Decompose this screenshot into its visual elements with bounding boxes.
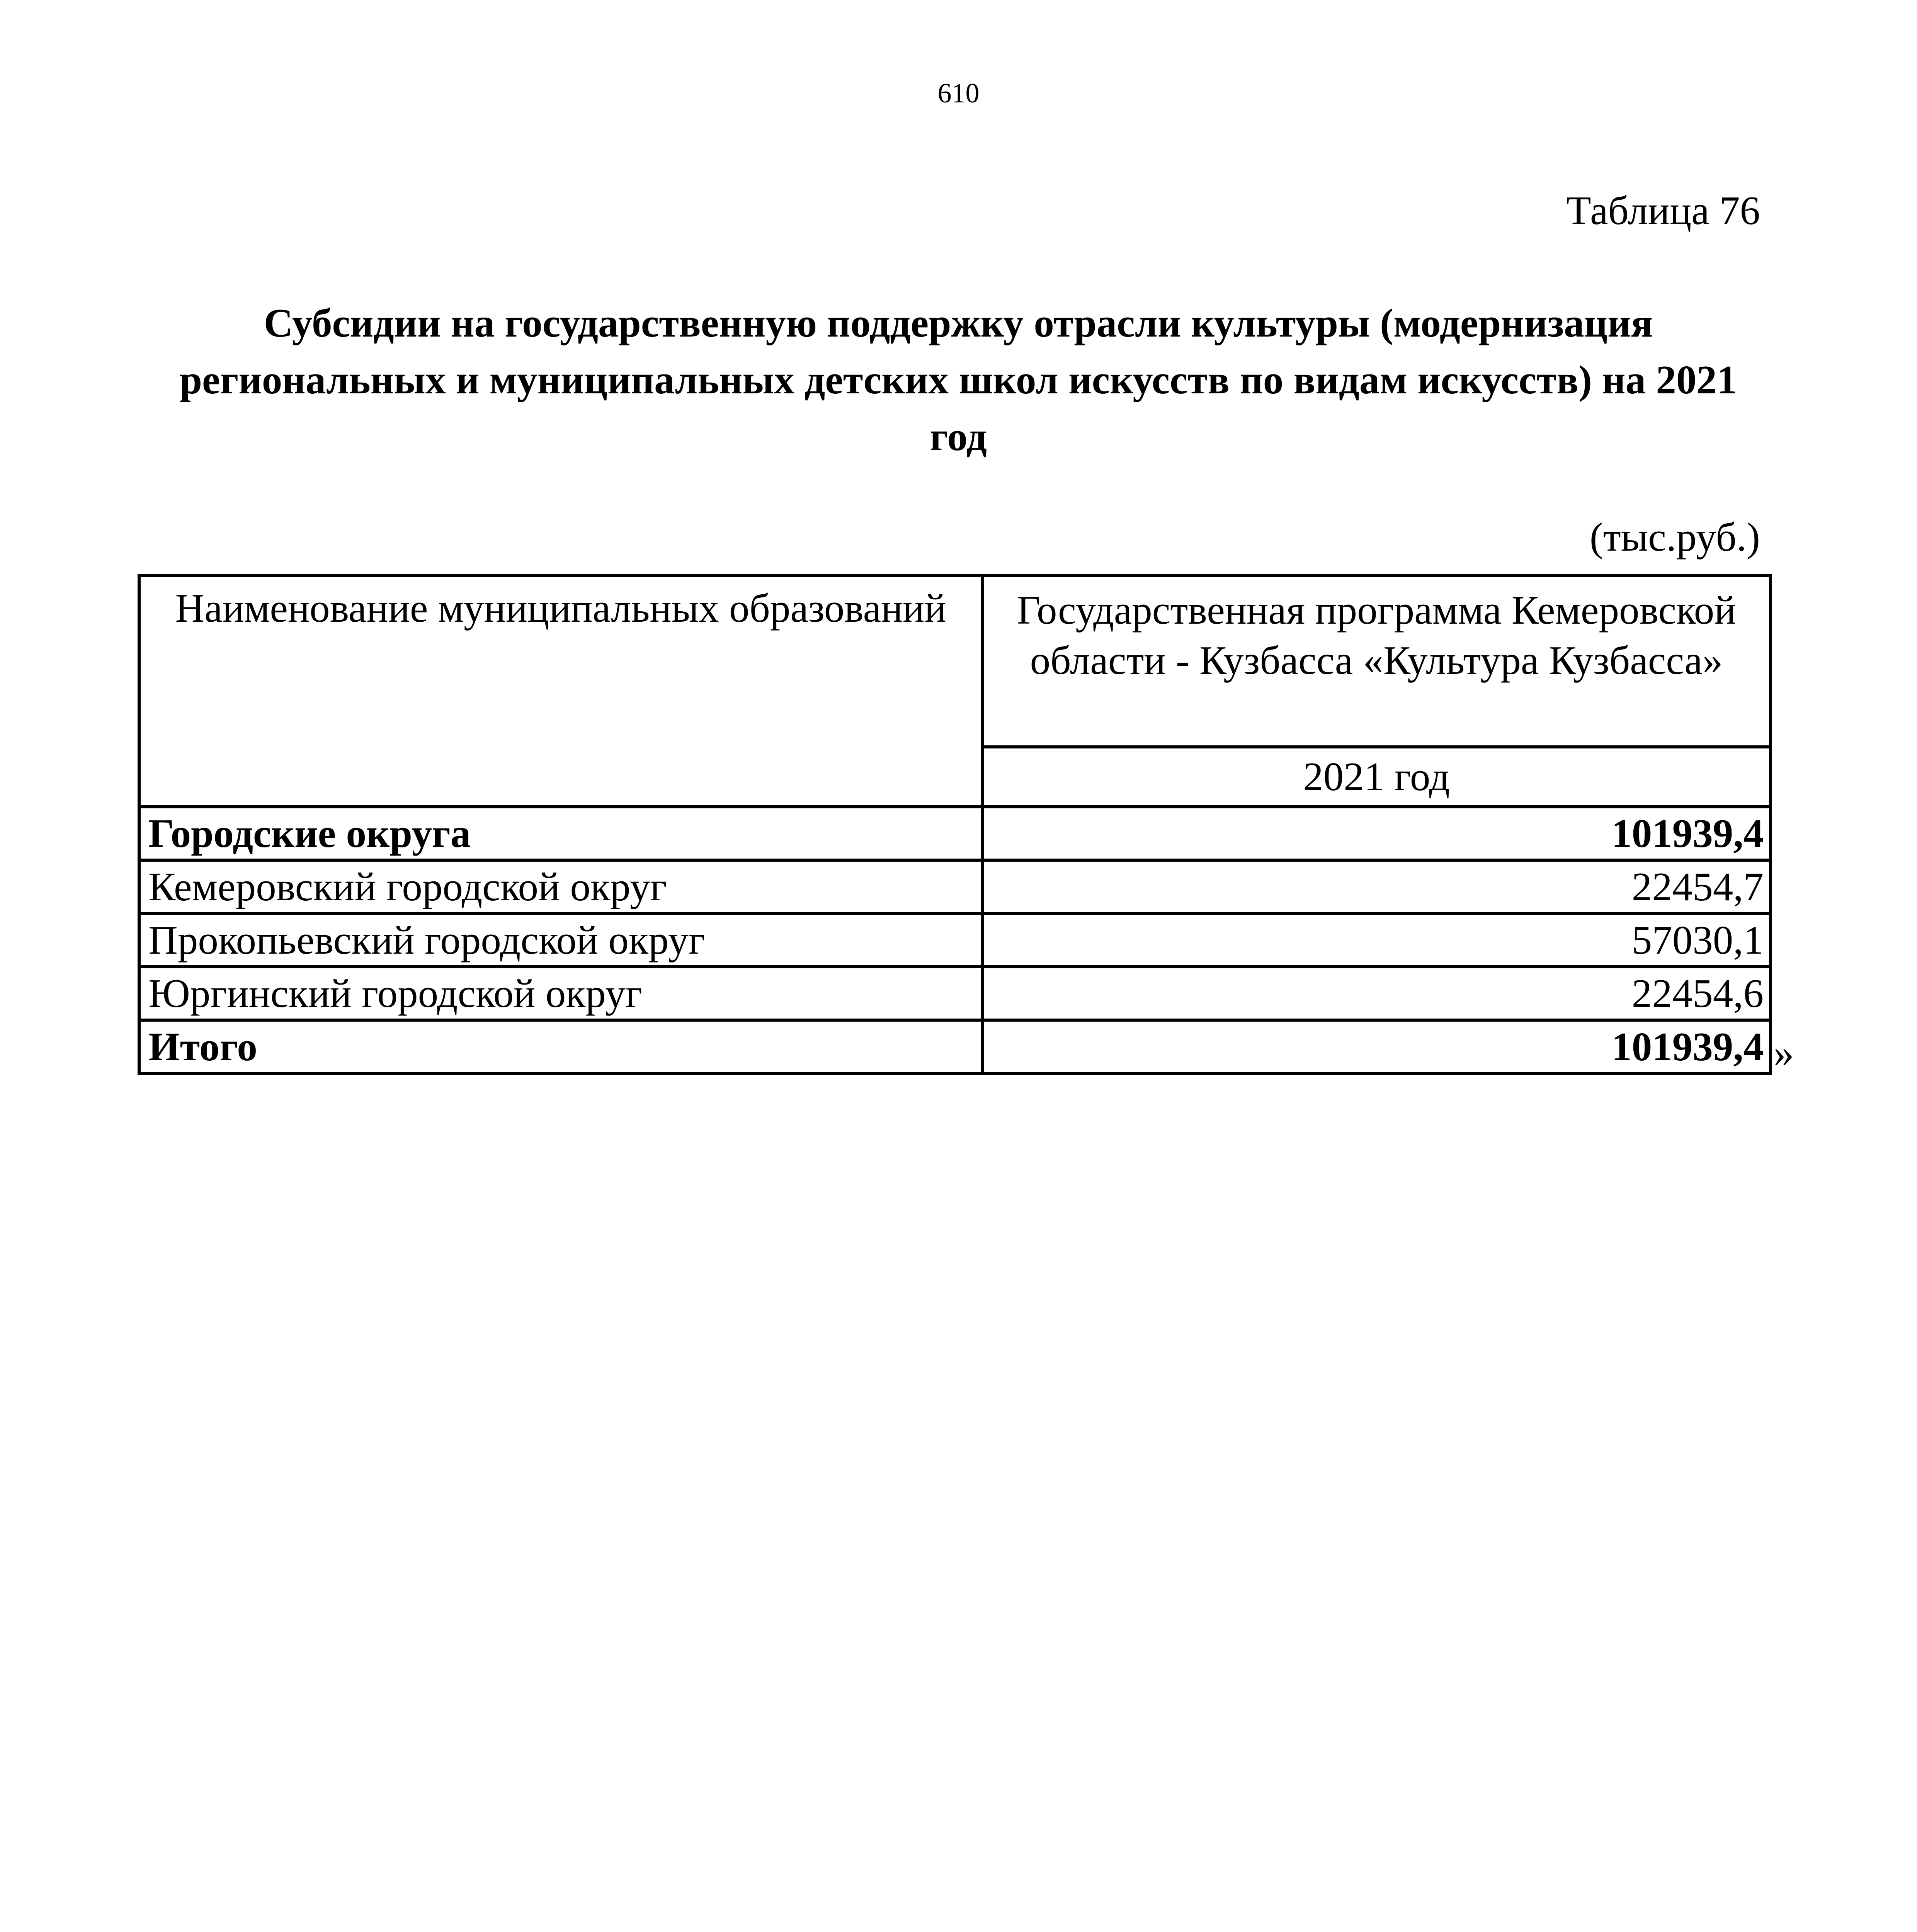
page-number: 610 xyxy=(937,78,980,109)
header-year: 2021 год xyxy=(982,747,1771,807)
row-value: 101939,4 xyxy=(982,1020,1771,1073)
row-value: 101939,4 xyxy=(982,807,1771,860)
row-name: Итого xyxy=(139,1020,982,1073)
table-row xyxy=(139,967,1771,1020)
row-name: Прокопьевский городской округ xyxy=(139,913,982,967)
units-label: (тыс.руб.) xyxy=(1589,514,1760,560)
table-row-total xyxy=(139,1020,1771,1073)
header-program: Государственная программа Кемеровской области - Кузбасса «Культура Кузбасса» xyxy=(982,576,1771,747)
row-value: 22454,6 xyxy=(982,967,1771,1020)
row-name: Городские округа xyxy=(139,807,982,860)
table-row xyxy=(139,860,1771,913)
row-name: Юргинский городской округ xyxy=(139,967,982,1020)
closing-quote-mark: » xyxy=(1774,1030,1794,1075)
table-header-row xyxy=(139,576,1771,747)
row-value: 22454,7 xyxy=(982,860,1771,913)
row-name: Кемеровский городской округ xyxy=(139,860,982,913)
header-municipality-name: Наименование муниципальных образований xyxy=(139,576,982,807)
table-row xyxy=(139,913,1771,967)
table-row xyxy=(139,807,1771,860)
row-value: 57030,1 xyxy=(982,913,1771,967)
table-caption: Таблица 76 xyxy=(1566,188,1760,233)
document-title: Субсидии на государственную поддержку отрасли культуры (модернизация региональных и муниципальных детских школ искусств по видам искусств) на 2021 год xyxy=(179,300,1737,459)
subsidy-table xyxy=(138,574,1772,1075)
